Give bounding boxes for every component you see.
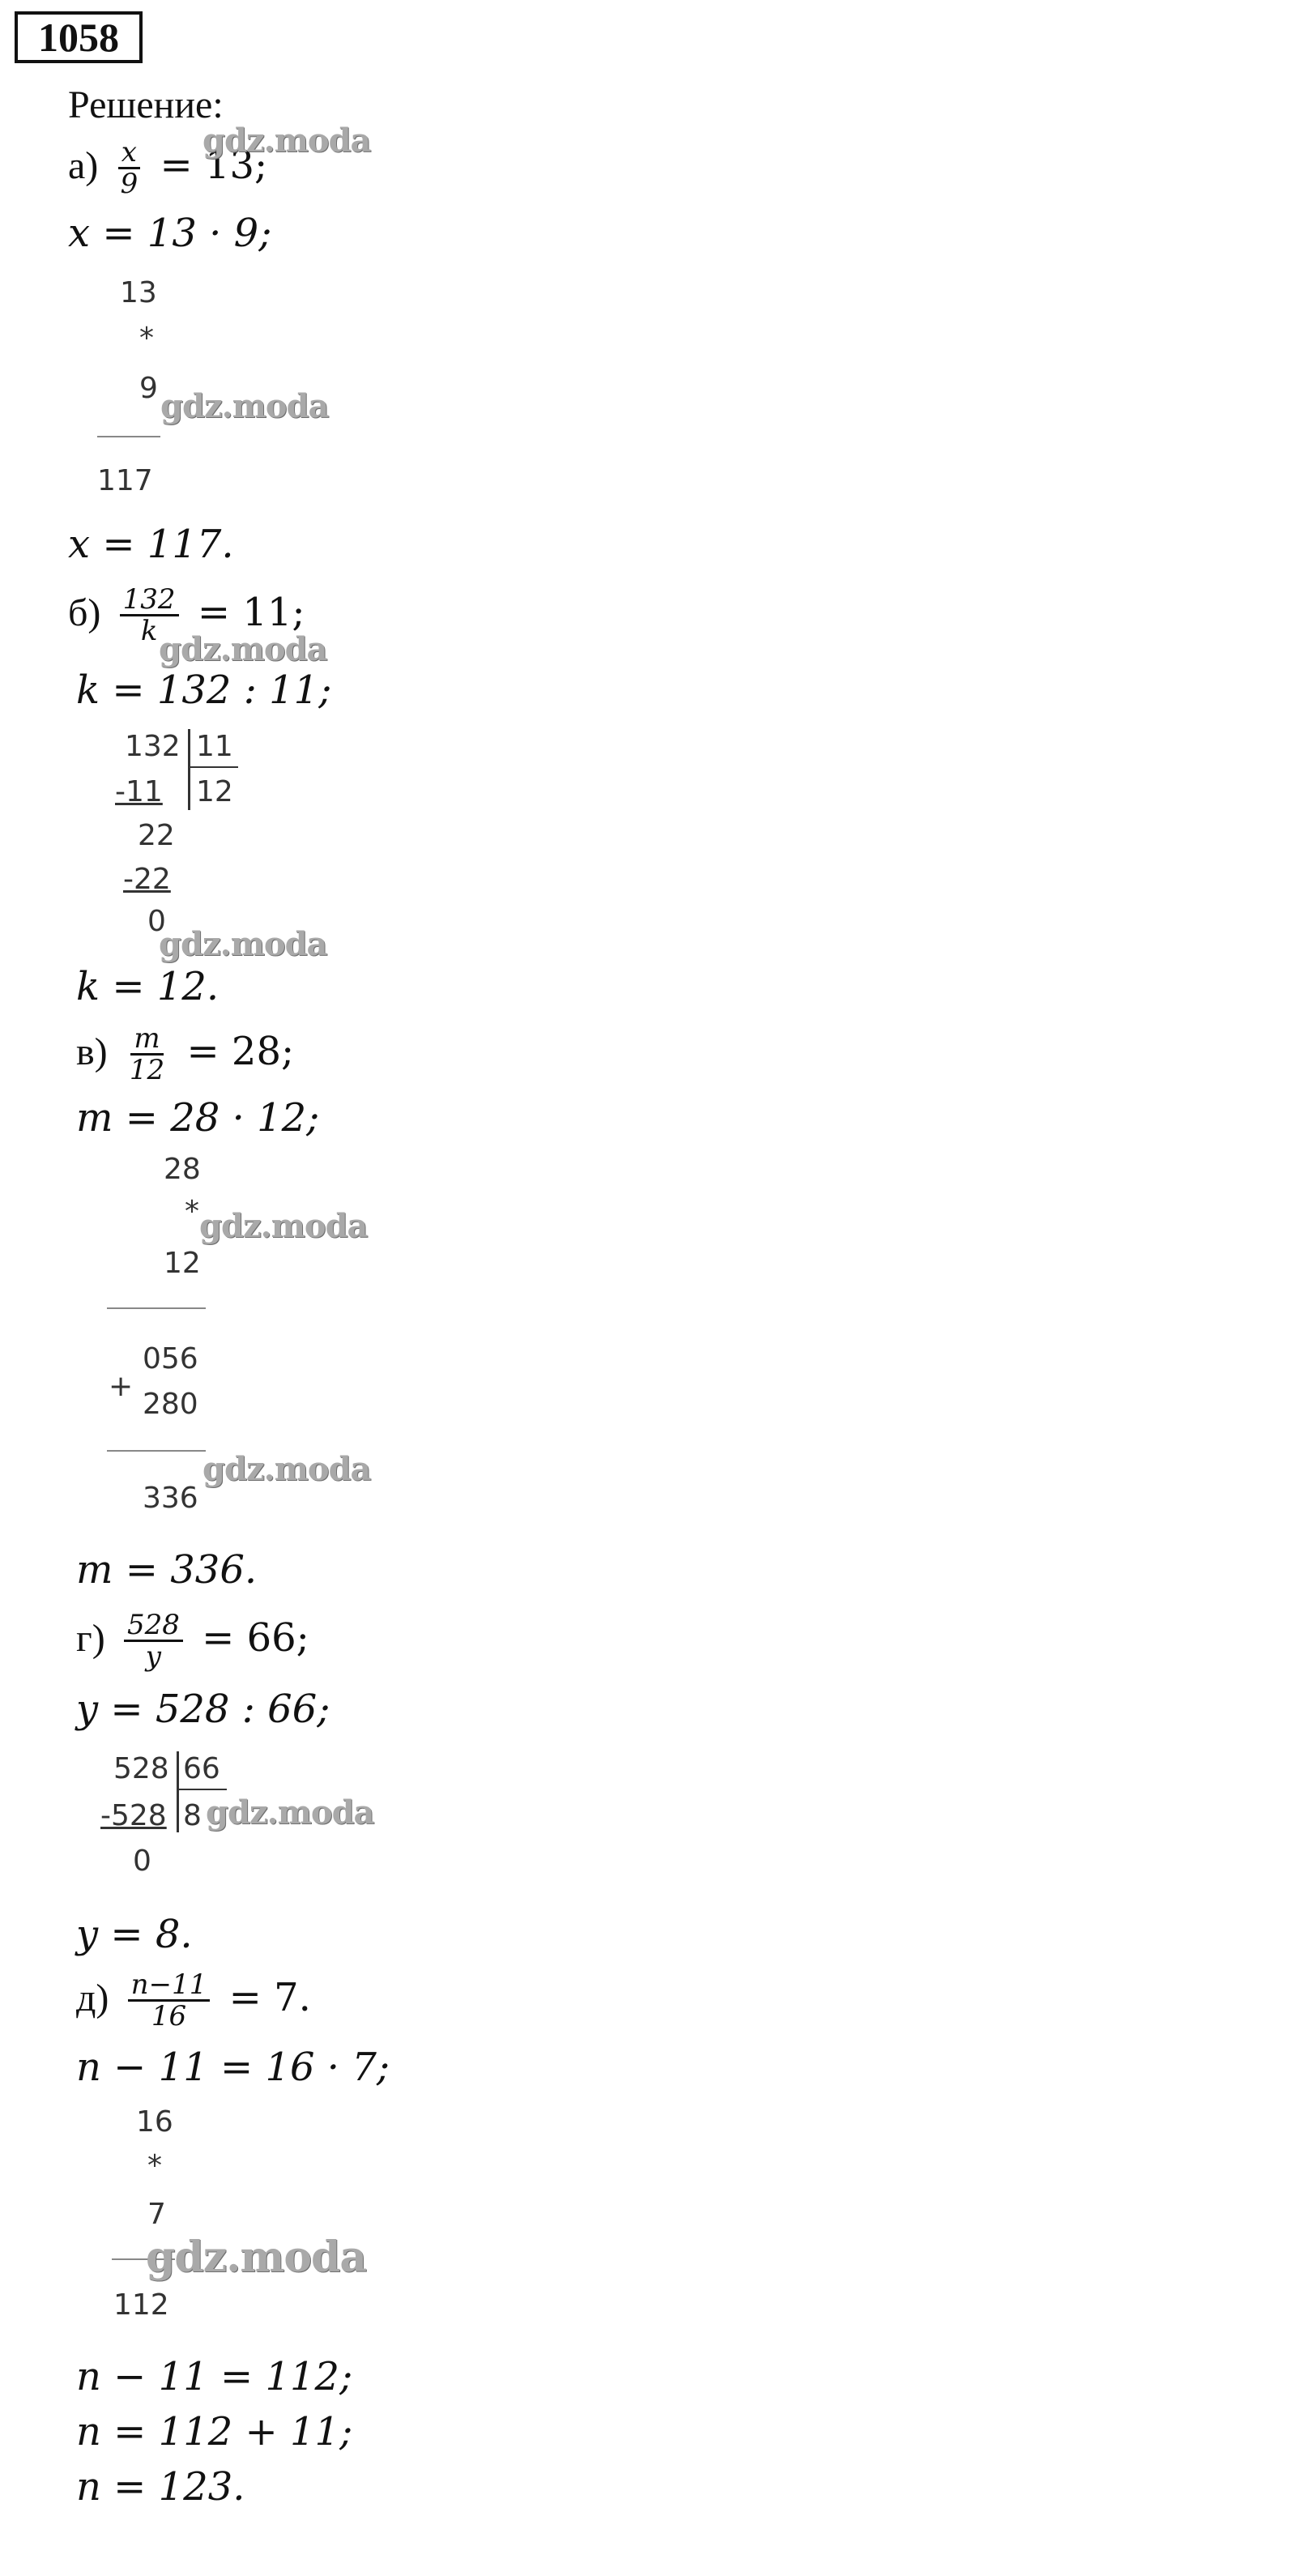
- part-e-answer: n = 123.: [76, 2464, 245, 2510]
- part-b-sub1: -11: [115, 775, 163, 808]
- part-a-label: а): [68, 144, 99, 187]
- part-b-quotient: 12: [196, 775, 233, 808]
- watermark: gdz.moda: [146, 2233, 367, 2282]
- watermark: gdz.moda: [202, 1450, 371, 1488]
- part-d-divisor: 66: [183, 1752, 220, 1785]
- divisor-rule: [190, 766, 238, 768]
- part-d-rem1: 0: [133, 1845, 151, 1878]
- part-b-rem1: 22: [138, 819, 175, 852]
- part-c-col-partial1: 056: [143, 1342, 198, 1375]
- part-e-fraction: [128, 1970, 211, 2031]
- part-e-step1: n − 11 = 16 · 7;: [76, 2045, 390, 2090]
- part-e-col-top: 16: [136, 2105, 173, 2139]
- column-rule: [97, 436, 160, 437]
- part-c-fraction: [126, 1024, 168, 1085]
- watermark: gdz.moda: [206, 1793, 374, 1832]
- part-a-fraction: [117, 138, 142, 198]
- part-b-answer: k = 12.: [76, 964, 220, 1009]
- fraction-numerator: x: [118, 138, 140, 169]
- part-e-col-result: 112: [113, 2288, 169, 2322]
- part-b-label: б): [68, 591, 101, 634]
- part-a-eq-rest: = 13;: [160, 143, 268, 188]
- part-c-eq-rest: = 28;: [186, 1029, 295, 1074]
- fraction-numerator: n−11: [128, 1970, 211, 2002]
- part-e-step2: n − 11 = 112;: [76, 2354, 353, 2399]
- divisor-rule: [178, 1789, 227, 1790]
- fraction-numerator: 132: [120, 585, 179, 616]
- part-d-fraction: [124, 1610, 183, 1671]
- part-d-sub1: -528: [100, 1799, 167, 1832]
- solution-heading: Решение:: [68, 83, 224, 126]
- part-b-divisor: 11: [196, 730, 233, 763]
- division-bar: [188, 729, 190, 810]
- fraction-denominator: 9: [120, 168, 139, 200]
- part-c-equation: [76, 1024, 294, 1085]
- part-b-sub2: -22: [123, 863, 171, 896]
- part-d-dividend: 528: [113, 1752, 169, 1785]
- fraction-numerator: 528: [124, 1610, 183, 1642]
- part-e-col-op: *: [147, 2149, 162, 2182]
- part-c-col-plus: +: [109, 1370, 134, 1403]
- part-c-col-partial2: 280: [143, 1388, 198, 1421]
- part-d-answer: y = 8.: [76, 1912, 193, 1957]
- part-e-col-bottom: 7: [147, 2198, 166, 2231]
- part-e-equation: [76, 1970, 311, 2031]
- part-c-col-bottom: 12: [164, 1247, 201, 1280]
- fraction-denominator: 12: [129, 1054, 165, 1086]
- part-c-label: в): [76, 1030, 108, 1073]
- part-a-col-bottom: 9: [139, 372, 158, 405]
- part-e-label: д): [76, 1977, 109, 2019]
- watermark: gdz.moda: [159, 925, 327, 963]
- part-b-dividend: 132: [125, 730, 181, 763]
- exercise-number: 1058: [15, 11, 143, 63]
- part-d-quotient: 8: [183, 1799, 202, 1832]
- watermark: gdz.moda: [202, 122, 371, 160]
- part-b-rem2: 0: [147, 905, 166, 938]
- fraction-denominator: 16: [151, 2000, 187, 2032]
- column-rule: [107, 1307, 206, 1309]
- part-a-step1: x = 13 · 9;: [68, 211, 272, 256]
- part-c-col-top: 28: [164, 1153, 201, 1186]
- fraction-denominator: k: [140, 615, 158, 647]
- column-rule: [107, 1450, 206, 1452]
- part-d-equation: [76, 1610, 309, 1671]
- watermark: gdz.moda: [199, 1207, 368, 1245]
- part-e-eq-rest: = 7.: [228, 1975, 311, 2020]
- part-c-col-op: *: [185, 1195, 199, 1228]
- part-b-step1: k = 132 : 11;: [76, 667, 332, 713]
- fraction-denominator: y: [145, 1640, 161, 1673]
- part-e-step3: n = 112 + 11;: [76, 2409, 353, 2454]
- fraction-numerator: m: [130, 1024, 163, 1056]
- division-bar: [177, 1751, 179, 1832]
- part-a-col-result: 117: [97, 464, 153, 497]
- watermark: gdz.moda: [160, 387, 329, 425]
- part-a-answer: x = 117.: [68, 522, 234, 567]
- part-a-col-op: *: [139, 322, 154, 355]
- part-d-eq-rest: = 66;: [202, 1615, 309, 1661]
- part-c-col-result: 336: [143, 1482, 198, 1515]
- part-c-step1: m = 28 · 12;: [76, 1095, 320, 1141]
- part-d-label: г): [76, 1617, 105, 1660]
- part-a-col-top: 13: [120, 276, 157, 309]
- part-d-step1: y = 528 : 66;: [76, 1687, 330, 1732]
- part-c-answer: m = 336.: [76, 1547, 258, 1593]
- part-b-eq-rest: = 11;: [197, 590, 305, 635]
- watermark: gdz.moda: [159, 630, 327, 668]
